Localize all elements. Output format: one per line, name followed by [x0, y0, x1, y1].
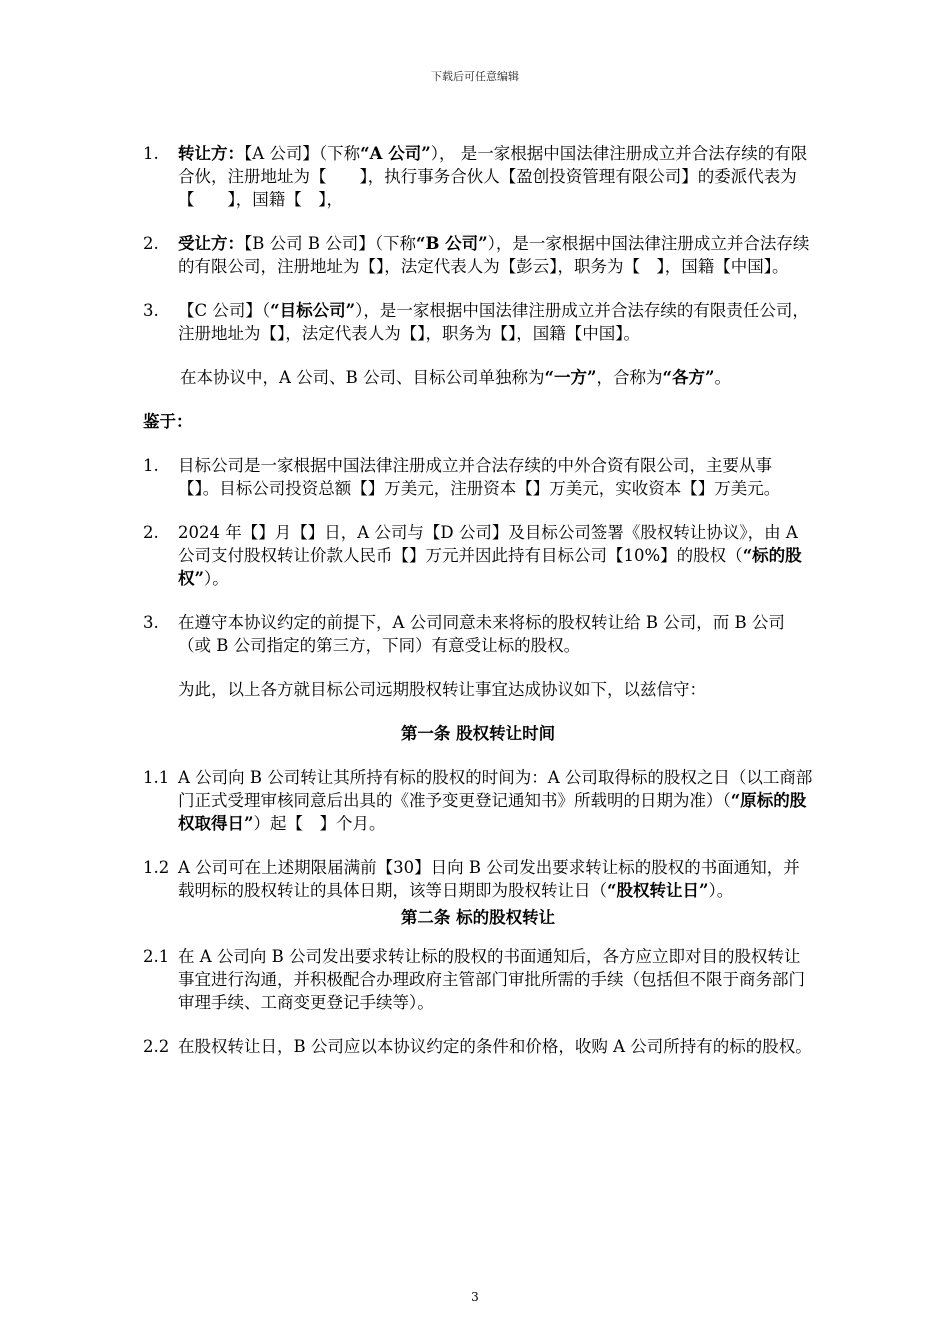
party-text: 【A 公司】（下称: [244, 144, 361, 163]
party-role: 转让方：: [178, 144, 244, 163]
clause-text: 在股权转让日，B 公司应以本协议约定的条件和价格，收购 A 公司所持有的标的股权。: [178, 1037, 812, 1056]
party-target: [143, 299, 813, 345]
clause-number: 2.1: [143, 947, 170, 966]
page-header: 下载后可任意编辑: [431, 70, 519, 83]
whereas-text: 目标公司是一家根据中国法律注册成立并合法存续的中外合资有限公司，主要从事【】。目标公司投资总额【】万美元，注册资本【】万美元，实收资本【】万美元。: [178, 456, 781, 498]
party-text: ），是一家根据中国法律注册成立并合法存续的有限责任公司，注册地址为【】，法定代表人为【】，职务为【】，国籍【中国】。: [178, 301, 809, 343]
article-2-title: 第二条 标的股权转让: [400, 908, 556, 927]
defined-term: “目标公司”: [270, 301, 356, 320]
defined-term: “原标的股权取得日”: [178, 791, 807, 833]
party-text: ），是一家根据中国法律注册成立并合法存续的有限公司，注册地址为【】，法定代表人为【彭云】，职务为【 】，国籍【中国】。: [178, 234, 810, 276]
clause-2-2: [143, 1035, 813, 1058]
defined-term: “B 公司”: [416, 234, 488, 253]
clause-number: 1.2: [143, 858, 170, 877]
clause-number: 1.1: [143, 768, 170, 787]
definition-text: 在本协议中，A 公司、B 公司、目标公司单独称为: [180, 368, 545, 387]
party-role: 受让方：: [178, 234, 244, 253]
defined-term: “A 公司”: [360, 144, 431, 163]
party-transferee: [143, 232, 813, 278]
definition-text: 。: [714, 368, 731, 387]
definition-paragraph: [143, 366, 813, 389]
item-number: 3.: [143, 301, 159, 320]
whereas-text: 2024 年【】月【】日，A 公司与【D 公司】及目标公司签署《股权转让协议》，由 A 公司支付股权转让价款人民币【】万元并因此持有目标公司【10%】的股权（: [178, 523, 798, 565]
defined-term: “标的股权”: [178, 546, 802, 588]
item-number: 3.: [143, 613, 159, 632]
party-text: 【B 公司 B 公司】（下称: [244, 234, 416, 253]
whereas-text: ）。: [204, 569, 229, 588]
whereas-item: [143, 454, 813, 500]
clause-2-1: [143, 945, 813, 1014]
page-number: 3: [471, 1290, 479, 1304]
defined-term: “各方”: [662, 368, 715, 387]
clause-1-1: [143, 766, 813, 835]
clause-text: 在 A 公司向 B 公司发出要求转让标的股权的书面通知后，各方应立即对目的股权转让事宜进行沟通，并积极配合办理政府主管部门审批所需的手续（包括但不限于商务部门审理手续、工商变更登记手续等）。: [178, 947, 805, 1012]
item-number: 1.: [143, 456, 159, 475]
party-text: ）， 是一家根据中国法律注册成立并合法存续的有限合伙，注册地址为【 】，执行事务合伙人【盈创投资管理有限公司】的委派代表为【 】，国籍【 】，: [178, 144, 808, 209]
clause-text: A 公司向 B 公司转让其所持有标的股权的时间为：A 公司取得标的股权之日（以工商部门正式受理审核同意后出具的《准予变更登记通知书》所载明的日期为准）（: [178, 768, 813, 810]
party-transferor: [143, 142, 813, 211]
whereas-heading: 鉴于：: [143, 412, 193, 431]
clause-1-2: [143, 856, 813, 902]
clause-text: A 公司可在上述期限届满前【30】日向 B 公司发出要求转让标的股权的书面通知，并载明标的股权转让的具体日期，该等日期即为股权转让日（: [178, 858, 800, 900]
item-number: 1.: [143, 144, 159, 163]
clause-text: ）。: [708, 881, 734, 900]
clause-text: ）起【 】个月。: [253, 814, 386, 833]
item-number: 2.: [143, 523, 159, 542]
whereas-item: [143, 521, 813, 590]
defined-term: “一方”: [544, 368, 597, 387]
party-text: 【C 公司】（: [178, 301, 271, 320]
whereas-item: [143, 611, 813, 657]
intro-paragraph: 为此，以上各方就目标公司远期股权转让事宜达成协议如下，以兹信守：: [178, 680, 706, 699]
item-number: 2.: [143, 234, 159, 253]
whereas-text: 在遵守本协议约定的前提下，A 公司同意未来将标的股权转让给 B 公司，而 B 公司（或 B 公司指定的第三方，下同）有意受让标的股权。: [178, 613, 785, 655]
clause-number: 2.2: [143, 1037, 170, 1056]
article-1-title: 第一条 股权转让时间: [400, 724, 556, 743]
definition-text: ，合称为: [596, 368, 663, 387]
defined-term: “股权转让日”: [607, 881, 709, 900]
document-body: [143, 142, 813, 1079]
